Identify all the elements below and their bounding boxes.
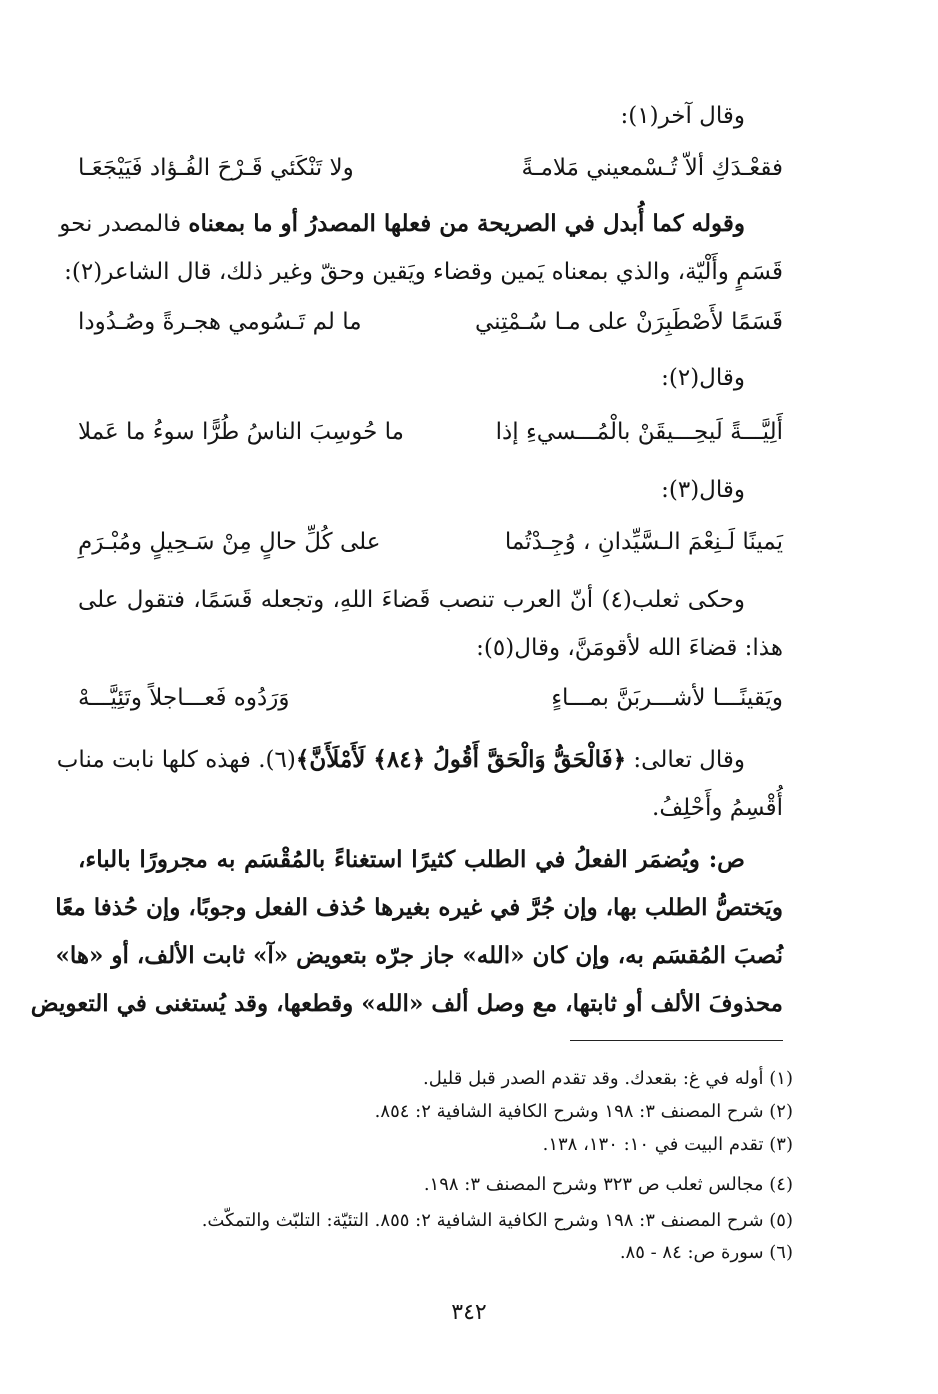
verse-hemistich-second: ولا تَنْكَئي قَـرْحَ الفُـؤاد فَيَيْجَعَـا — [78, 155, 354, 181]
footnote: (٦) سورة ص: ٨٤ - ٨٥. — [619, 1242, 793, 1263]
verse-hemistich-first: يَمينًا لَـنِعْمَ الـسَّيِّدانِ ، وُجِـدْتُما — [504, 529, 783, 555]
verse-hemistich-second: ما حُوسِبَ الناسُ طُرًّا سوءُ ما عَملا — [78, 419, 404, 445]
text-line: أُقْسِمُ وأَحْلِفُ. — [652, 795, 783, 821]
page-number: ٣٤٢ — [451, 1300, 487, 1325]
verse-line — [78, 522, 783, 562]
verse-line — [78, 412, 783, 452]
footnote: (٣) تقدم البيت في ١٠: ١٣٠، ١٣٨. — [542, 1134, 793, 1155]
text-line: قَسَمٍ وأَلْيّة، والذي بمعناه يَمين وقضاء ويَقين وحقّ وغير ذلك، قال الشاعر(٢): — [64, 259, 783, 285]
bold-phrase: وقوله كما أُبدل في الصريحة من فعلها المصدرُ أو ما بمعناه — [188, 210, 745, 237]
verse-line — [78, 148, 783, 188]
text-line: وقال(٢): — [661, 365, 745, 391]
verse-hemistich-first: قَسَمًا لأَصْطَبِرَنْ على مـا سُـمْتِني — [474, 309, 783, 335]
footnote: (٥) شرح المصنف ٣: ١٩٨ وشرح الكافية الشافية ٢: ٨٥٥. التئيّة: التلبّث والتمكّث. — [201, 1210, 793, 1231]
text-span: وقال تعالى: — [626, 747, 745, 773]
footnote: (٤) مجالس ثعلب ص ٣٢٣ وشرح المصنف ٣: ١٩٨. — [423, 1174, 793, 1195]
verse-hemistich-first: فقعْـدَكِ ألاّ تُـسْمعيني مَلامـةً — [521, 155, 783, 181]
text-line: ص: ويُضمَر الفعلُ في الطلب كثيرًا استغناءً بالمُقْسَم به مجرورًا بالباء، — [78, 846, 745, 873]
text-line — [59, 206, 783, 242]
text-line: محذوفَ الألف أو ثابتها، مع وصل ألف «الله» وقطعها، وقد يُستغنى في التعويض — [30, 990, 783, 1017]
footnote-divider — [570, 1040, 783, 1041]
verse-line — [78, 302, 783, 342]
verse-hemistich-first: ويَقينًـــا لأشـــربَنَّ بمـــاءٍ — [551, 685, 783, 711]
text-line — [56, 742, 783, 778]
verse-hemistich-first: أَلِيَّـــةً لَيحِـــيقَنْ بالْمُـــسيءِ إذا — [495, 419, 783, 445]
text-span: (٦). فهذه كلها نابت مناب — [56, 747, 296, 773]
verse-hemistich-second: ما لم تَـسُومي هجـرةً وصُـدُودا — [78, 309, 362, 335]
footnote: (٢) شرح المصنف ٣: ١٩٨ وشرح الكافية الشافية ٢: ٨٥٤. — [374, 1101, 793, 1122]
text-line: ويَختصُّ الطلب بها، وإن جُرَّ في غيره بغيرها حُذف الفعل وجوبًا، وإن حُذفا معًا — [55, 894, 783, 921]
footnote: (١) أوله في غ: بقعدك. وقد تقدم الصدر قبل قليل. — [423, 1068, 793, 1089]
text-line: وقال آخر(١): — [620, 103, 745, 129]
verse-hemistich-second: وَرَدُوه فَعـــاجلاً وتَئِيَّـــهْ — [78, 685, 290, 711]
text-line: وحكى ثعلب(٤) أنّ العرب تنصب قَضاءَ اللهِ، وتجعله قَسَمًا، فتقول على — [78, 587, 745, 613]
text-line: نُصبَ المُقسَم به، وإن كان «الله» جاز جرّه بتعويض «آ» ثابت الألف، أو «ها» — [55, 942, 783, 969]
text-line: وقال(٣): — [661, 477, 745, 503]
quran-verse: ﴿فَالْحَقُّ وَالْحَقَّ أَقُولُ ﴿٨٤﴾ لَأَمْلَأَنَّ﴾ — [295, 746, 627, 773]
text-span: فالمصدر نحو — [59, 211, 189, 237]
verse-hemistich-second: على كُلِّ حالٍ مِنْ سَـحِيلٍ ومُبْـرَمِ — [78, 529, 381, 555]
text-line: هذا: قضاءَ الله لأقومَنَّ، وقال(٥): — [476, 635, 783, 661]
verse-line — [78, 678, 783, 718]
